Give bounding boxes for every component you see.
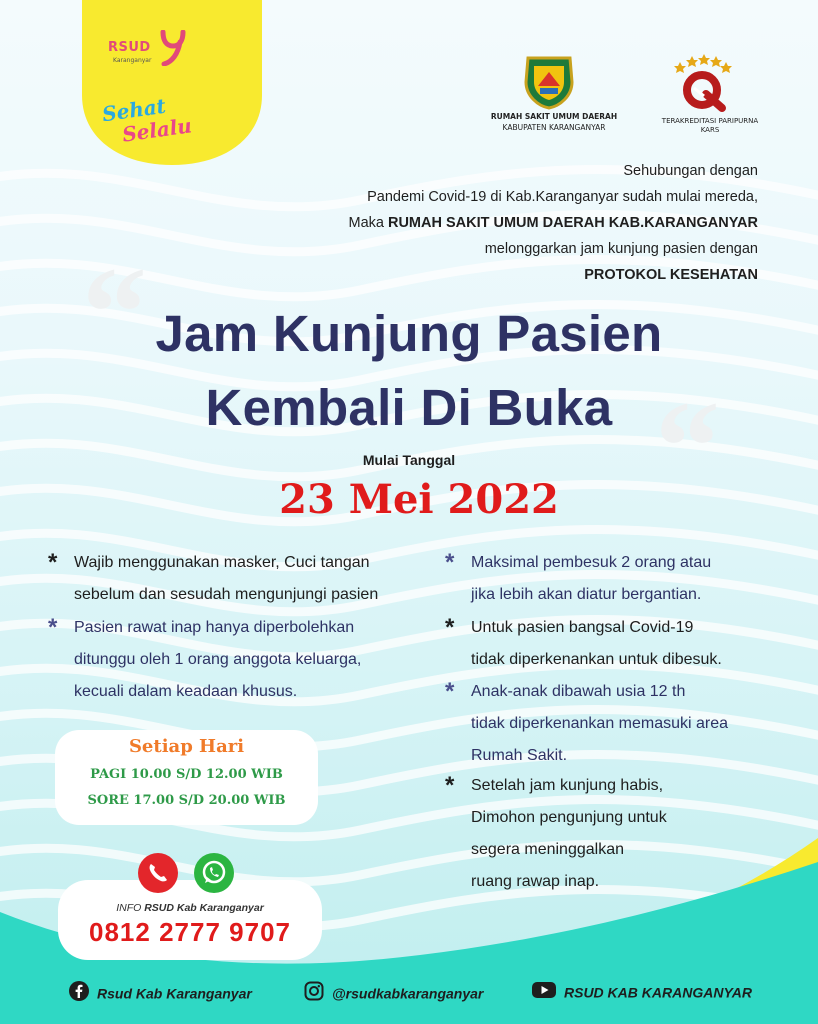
star-bullet-icon: * [445, 614, 455, 641]
rule-line: Maksimal pembesuk 2 orang atau [471, 554, 712, 571]
accreditation-line1: TERAKREDITASI PARIPURNA [661, 117, 759, 125]
hours-title: Setiap Hari [128, 736, 245, 757]
phone-icon [138, 853, 178, 893]
quote-open-mark: “ [82, 241, 147, 385]
youtube-link[interactable] [532, 981, 752, 1004]
heart-y-icon [160, 30, 186, 66]
facebook-icon [69, 981, 89, 1001]
star-bullet-icon: * [48, 614, 58, 641]
rule-line: Wajib menggunakan masker, Cuci tangan [74, 554, 370, 571]
hours-evening: SORE 17.00 S/D 20.00 WIB [87, 793, 286, 808]
logo-subtitle: Karanganyar [113, 57, 152, 64]
selalu-text: Selalu [120, 113, 194, 147]
headline-line-1: Jam Kunjung Pasien [155, 305, 663, 362]
accreditation-line2: KARS [700, 126, 720, 134]
intro-line-3 [348, 215, 758, 231]
star-bullet-icon: * [445, 772, 455, 799]
rule-line: ruang rawap inap. [471, 873, 600, 890]
intro-line-3-hospital: RUMAH SAKIT UMUM DAERAH KAB.KARANGANYAR [387, 215, 758, 231]
rule-line: Untuk pasien bangsal Covid-19 [471, 619, 694, 636]
rule-line: ditunggu oleh 1 orang anggota keluarga, [74, 651, 362, 668]
contact-label-org: RSUD Kab Karanganyar [144, 902, 264, 914]
youtube-channel: RSUD KAB KARANGANYAR [564, 984, 752, 1001]
instagram-link[interactable] [304, 981, 483, 1006]
hospital-region: KABUPATEN KARANGANYAR [502, 123, 606, 132]
rule-item [48, 612, 362, 708]
star-bullet-icon: * [445, 549, 455, 576]
instagram-icon [304, 981, 324, 1001]
rule-line: tidak diperkenankan memasuki area [471, 715, 729, 732]
contact-label [58, 902, 322, 914]
phone-call-button[interactable] [138, 853, 178, 893]
rule-line: Dimohon pengunjung untuk [471, 809, 667, 826]
rule-item [48, 547, 379, 611]
logo-title: RSUD [108, 40, 151, 55]
rule-item [445, 770, 667, 898]
rule-line: tidak diperkenankan untuk dibesuk. [471, 651, 722, 668]
star-bullet-icon: * [445, 678, 455, 705]
sehat-text: Sehat [100, 93, 168, 127]
rule-item [445, 547, 712, 611]
kars-accreditation-icon [670, 52, 734, 112]
star-bullet-icon: * [48, 549, 58, 576]
rule-line: kecuali dalam keadaan khusus. [74, 683, 298, 700]
rule-item [445, 612, 722, 676]
hospital-name: RUMAH SAKIT UMUM DAERAH [490, 112, 618, 121]
facebook-link[interactable] [69, 981, 252, 1006]
rule-line: Pasien rawat inap hanya diperbolehkan [74, 619, 355, 636]
headline-line-2: Kembali Di Buka [205, 379, 613, 436]
whatsapp-button[interactable] [194, 853, 234, 893]
rule-line: jika lebih akan diatur bergantian. [471, 586, 702, 603]
regency-emblem-icon [520, 52, 578, 110]
quote-close-mark: “ [655, 375, 720, 519]
rule-line: Anak-anak dibawah usia 12 th [471, 683, 686, 700]
rule-item [445, 676, 729, 772]
rule-line: sebelum dan sesudah mengunjungi pasien [74, 586, 379, 603]
contact-label-prefix: INFO [116, 902, 145, 914]
facebook-handle: Rsud Kab Karanganyar [97, 985, 252, 1002]
rule-line: Rumah Sakit. [471, 747, 568, 764]
intro-line-3-prefix: Maka [348, 215, 388, 231]
rule-line: segera meninggalkan [471, 841, 624, 858]
intro-line-2: Pandemi Covid-19 di Kab.Karanganyar sudah mulai mereda, [367, 189, 758, 205]
yellow-blob [82, 0, 262, 165]
intro-line-5: PROTOKOL KESEHATAN [584, 267, 758, 283]
intro-line-1: Sehubungan dengan [623, 163, 758, 179]
whatsapp-icon [194, 853, 234, 893]
rule-line: Setelah jam kunjung habis, [471, 777, 664, 794]
intro-line-4: melonggarkan jam kunjung pasien dengan [484, 241, 758, 257]
instagram-handle: @rsudkabkaranganyar [332, 985, 484, 1002]
hours-morning: PAGI 10.00 S/D 12.00 WIB [90, 767, 283, 782]
start-label: Mulai Tanggal [362, 452, 456, 468]
contact-phone-number[interactable]: 0812 2777 9707 [89, 917, 291, 947]
youtube-icon [532, 981, 556, 999]
start-date: 23 Mei 2022 [279, 476, 559, 523]
